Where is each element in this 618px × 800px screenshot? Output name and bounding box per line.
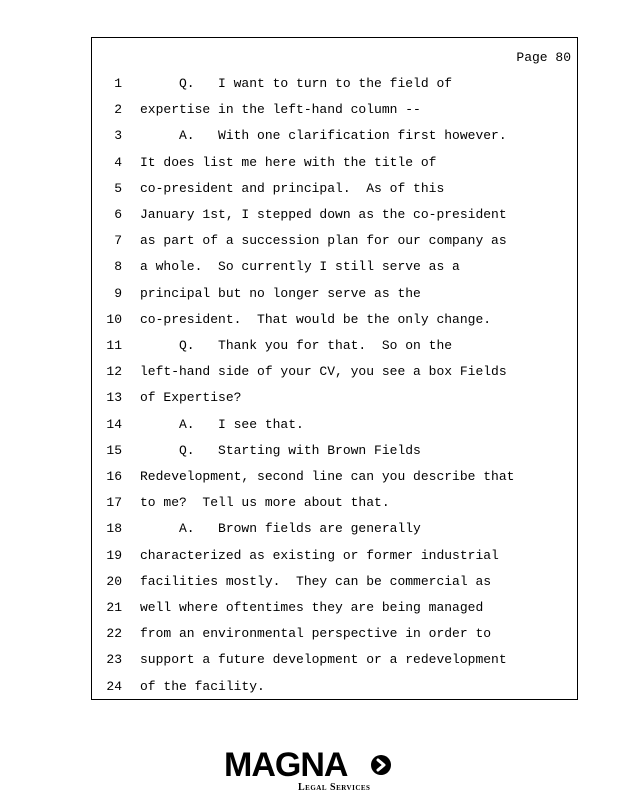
line-number: 13 [106, 390, 122, 406]
page-number: Page 80 [516, 50, 571, 65]
line-number: 16 [106, 469, 122, 484]
line-number: 14 [106, 416, 122, 432]
line-text: left-hand side of your CV, you see a box Fields [140, 364, 507, 380]
line-text: of the facility. [140, 678, 265, 694]
line-number: 5 [114, 180, 122, 196]
line-number: 15 [106, 442, 122, 458]
line-text: well where oftentimes they are being managed [140, 600, 484, 615]
line-number: 7 [114, 233, 122, 249]
line-number: 18 [106, 521, 122, 537]
line-number: 23 [106, 652, 122, 668]
line-number: 2 [114, 102, 122, 118]
line-text: January 1st, I stepped down as the co-president [140, 207, 507, 222]
line-text: Q. Starting with Brown Fields [140, 442, 421, 458]
line-text: Q. Thank you for that. So on the [140, 338, 453, 353]
line-text: principal but no longer serve as the [140, 285, 421, 301]
line-text: a whole. So currently I still serve as a [140, 259, 460, 275]
line-number: 9 [114, 285, 122, 301]
logo-subtitle: Legal Services [298, 782, 371, 793]
transcript-page [91, 37, 578, 700]
line-text: support a future development or a redevelopment [140, 652, 507, 668]
line-text: A. I see that. [140, 416, 304, 432]
arrow-circle-icon [371, 755, 391, 775]
line-text: co-president. That would be the only change. [140, 311, 492, 327]
line-text: characterized as existing or former industrial [140, 547, 499, 563]
line-text: from an environmental perspective in order to [140, 626, 492, 642]
line-number: 4 [114, 154, 122, 170]
line-text: to me? Tell us more about that. [140, 495, 390, 511]
line-number: 11 [106, 338, 122, 353]
line-number: 12 [106, 364, 122, 380]
line-text: expertise in the left-hand column -- [140, 102, 421, 118]
line-text: co-president and principal. As of this [140, 180, 445, 196]
line-number: 3 [114, 128, 122, 144]
line-text: of Expertise? [140, 390, 242, 406]
magna-logo [224, 746, 396, 794]
line-text: Redevelopment, second line can you describe that [140, 469, 515, 484]
line-number: 17 [106, 495, 122, 511]
line-text: facilities mostly. They can be commercial as [140, 573, 492, 589]
line-number: 8 [114, 259, 122, 275]
line-text: It does list me here with the title of [140, 154, 437, 170]
line-text: Q. I want to turn to the field of [140, 76, 453, 91]
line-number: 6 [114, 207, 122, 222]
line-text: as part of a succession plan for our company as [140, 233, 507, 249]
line-number: 10 [106, 311, 122, 327]
line-number: 24 [106, 678, 122, 694]
logo-wordmark: MAGNA [224, 746, 348, 784]
line-text: A. With one clarification first however. [140, 128, 507, 144]
line-number: 20 [106, 573, 122, 589]
line-text: A. Brown fields are generally [140, 521, 421, 537]
line-number: 21 [106, 600, 122, 615]
line-number: 22 [106, 626, 122, 642]
line-number: 19 [106, 547, 122, 563]
line-number: 1 [114, 76, 122, 91]
